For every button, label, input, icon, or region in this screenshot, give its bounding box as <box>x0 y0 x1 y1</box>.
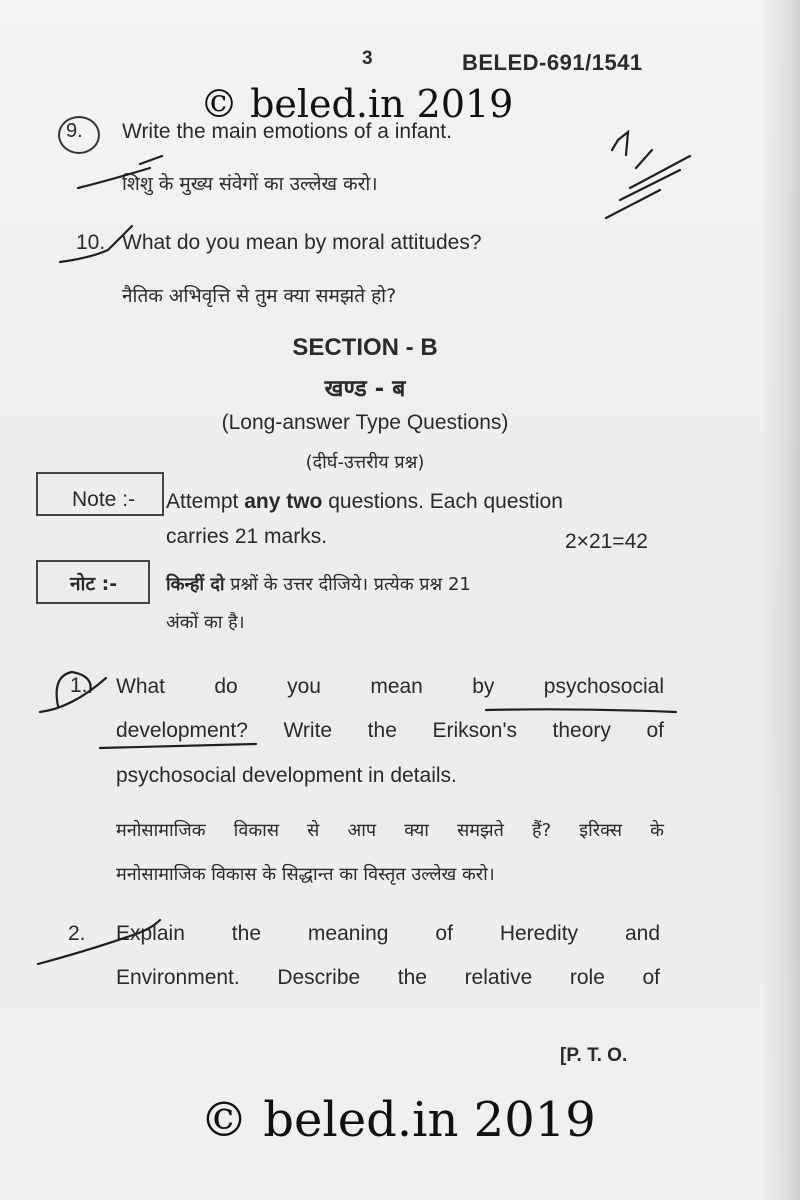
question-2-line2: Environment. Describe the relative role of <box>116 966 660 989</box>
note-label: Note :- <box>72 488 136 511</box>
question-2-line1: Explain the meaning of Heredity and <box>116 922 660 945</box>
tick-mark-q2 <box>38 920 160 964</box>
scribble-mark-right <box>606 132 690 218</box>
note-text-line1: Attempt any two questions. Each question <box>166 490 563 513</box>
section-subtitle-hindi: (दीर्घ-उत्तरीय प्रश्न) <box>305 452 425 473</box>
question-1-line1: What do you mean by psychosocial <box>116 675 664 698</box>
question-1-number: 1. <box>70 674 88 697</box>
watermark-bottom: © beled.in 2019 <box>200 1092 596 1148</box>
note-hindi-line1: किन्हीं दो प्रश्नों के उत्तर दीजिये। प्रत्येक प्रश्न 21 <box>166 574 471 595</box>
tick-mark-q10 <box>60 226 132 262</box>
note-marks: 2×21=42 <box>565 530 648 553</box>
note-label-hindi: नोट :- <box>70 573 118 595</box>
section-subtitle: (Long-answer Type Questions) <box>221 411 509 434</box>
question-2-number: 2. <box>68 922 86 945</box>
question-1-line2: development? Write the Erikson's theory of <box>116 719 664 742</box>
section-title-hindi: खण्ड - ब <box>324 376 406 402</box>
page-number: 3 <box>362 48 373 69</box>
underline-psychosocial <box>486 709 676 712</box>
question-10-text: What do you mean by moral attitudes? <box>122 231 482 254</box>
question-1-hindi-line1: मनोसामाजिक विकास से आप क्या समझते हैं? इरिक्स के <box>116 820 664 841</box>
note-text-line2: carries 21 marks. <box>166 525 328 548</box>
question-9-text: Write the main emotions of a infant. <box>122 120 452 143</box>
paper-code: BELED-691/1541 <box>462 50 643 75</box>
note-hindi-line2: अंकों का है। <box>166 612 245 633</box>
question-9-number: 9. <box>66 120 83 142</box>
circle-mark-q1 <box>40 672 106 712</box>
note-emphasis: any two <box>244 490 323 513</box>
question-9-text-hindi: शिशु के मुख्य संवेगों का उल्लेख करो। <box>122 173 378 195</box>
pto-marker: [P. T. O. <box>560 1045 628 1066</box>
tick-mark-q9 <box>78 156 162 188</box>
question-1-hindi-line2: मनोसामाजिक विकास के सिद्धान्त का विस्तृत उल्लेख करो। <box>116 864 495 885</box>
watermark-top: © beled.in 2019 <box>200 82 514 126</box>
underline-development <box>100 744 256 748</box>
question-10-number: 10. <box>76 231 106 254</box>
section-title: SECTION - B <box>292 334 438 361</box>
question-1-line3: psychosocial development in details. <box>116 764 457 787</box>
question-10-text-hindi: नैतिक अभिवृत्ति से तुम क्या समझते हो? <box>122 285 397 307</box>
